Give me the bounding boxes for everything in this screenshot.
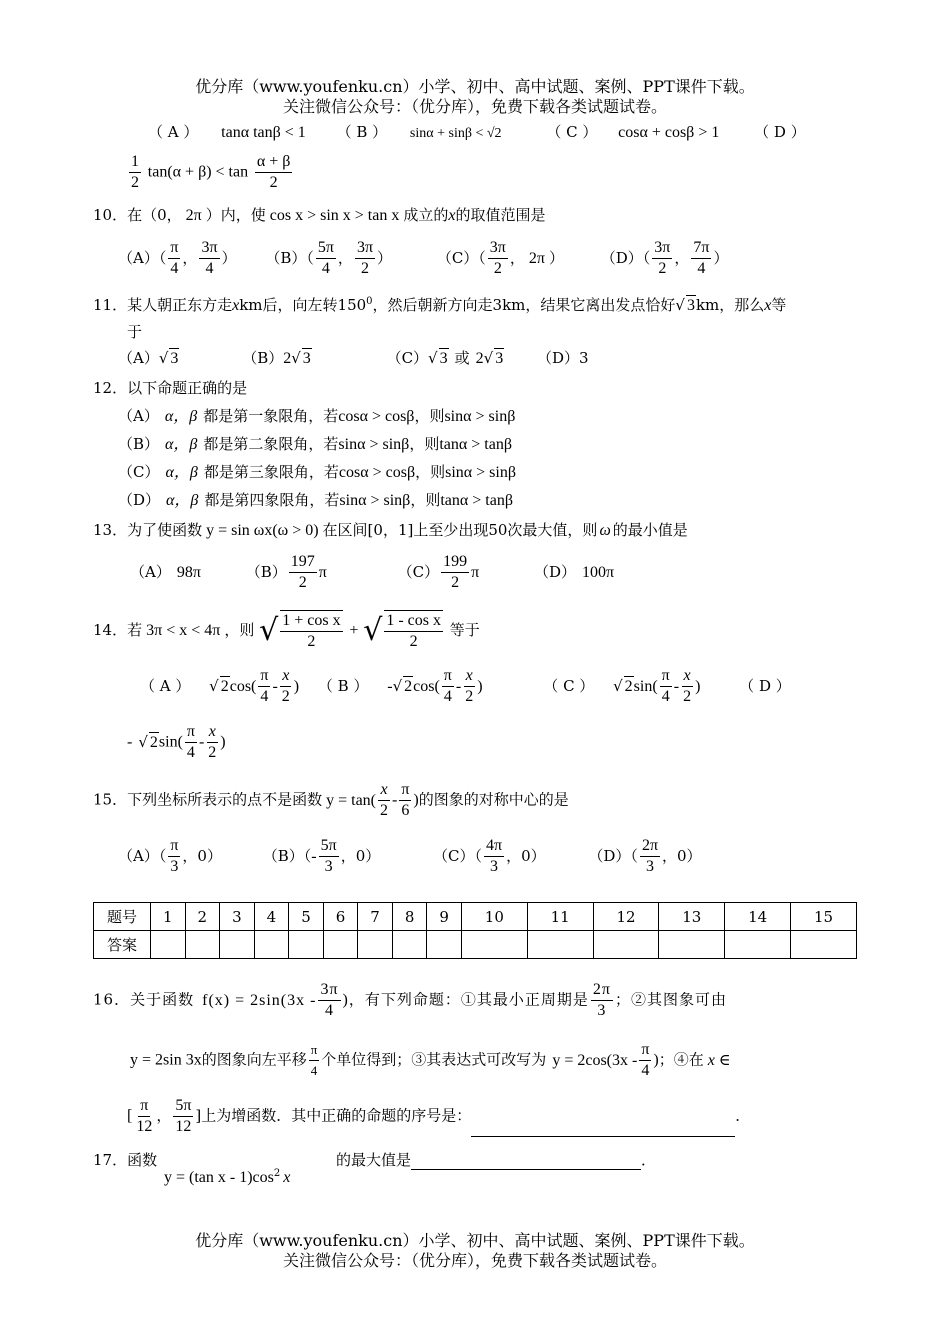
- q11-stem: 11．某人朝正东方走xkm后，向左转$150^0$，然后朝新方向走3km，结果它离出发点恰好√ 3km，那么x等: [93, 296, 787, 314]
- table-cell: 8: [392, 903, 427, 931]
- q15-options: [118, 836, 702, 877]
- table-cell: 15: [791, 903, 857, 931]
- answer-table: [93, 902, 857, 959]
- answer-cell[interactable]: [289, 931, 324, 959]
- q16-line-2: y = 2sin 3x的图象向左平移 $\frac{\pi}{4}$ 个单位得到；③其表达式可改写为 y = 2cos(3x - $\frac{\pi}{4}$ )；④在 x ∈: [130, 1041, 731, 1079]
- q9-d-frac: $\frac{\alpha + \beta}{2}$: [256, 153, 291, 191]
- table-cell: 11: [527, 903, 593, 931]
- q13-option-b: （B） $\frac{197}{2}$ π: [245, 553, 327, 591]
- q13-option-c: （C） $\frac{199}{2}$ π: [397, 553, 480, 591]
- table-cell: 14: [725, 903, 791, 931]
- q11-options: [118, 348, 589, 369]
- table-cell: 10: [461, 903, 527, 931]
- q17-stem-a: 17．函数: [93, 1151, 158, 1169]
- header-line-2: 关注微信公众号：（优分库），免费下载各类试题试卷。: [282, 97, 667, 116]
- header-line-1: 优分库（www.youfenku.cn）小学、初中、高中试题、案例、PPT课件下载。: [195, 77, 755, 96]
- table-row-head: 答案: [94, 931, 151, 959]
- table-cell: 2: [185, 903, 220, 931]
- q16-line-3: [ $\frac{\pi}{12}$ ， $\frac{5\pi}{12}$ ]上为增函数．其中正确的命题的序号是： ．: [127, 1097, 751, 1135]
- answer-cell[interactable]: [323, 931, 358, 959]
- answer-table-answer-row: [94, 931, 857, 959]
- answer-cell[interactable]: [254, 931, 289, 959]
- q10-option-a: （A）（ $\frac{\pi}{4}$ ， $\frac{3\pi}{4}$ ）: [118, 239, 237, 277]
- q17-stem-b: 的最大值是 ．: [336, 1151, 657, 1169]
- answer-cell[interactable]: [220, 931, 255, 959]
- q17-answer-blank[interactable]: [411, 1153, 641, 1170]
- q9-d-expr: [127, 152, 294, 193]
- q9-d-label: （ D ）: [754, 123, 806, 141]
- q13-option-a: （A） 98π: [130, 562, 201, 581]
- q14-option-b: （ B ） -√ 2cos( $\frac{\pi}{4}$ - $\frac{x}{2}$ ): [317, 667, 483, 705]
- q9-a-label: （ A ）: [148, 123, 199, 141]
- answer-cell[interactable]: [527, 931, 593, 959]
- q14-options: [140, 666, 791, 707]
- answer-cell[interactable]: [791, 931, 857, 959]
- answer-table-header-row: [94, 903, 857, 931]
- footer-line-1: 优分库（www.youfenku.cn）小学、初中、高中试题、案例、PPT课件下载。: [195, 1231, 755, 1250]
- q9-d-coef: $\frac{1}{2}$: [131, 153, 139, 191]
- table-cell: 1: [151, 903, 186, 931]
- q14-option-c: （ C ） √ 2sin( $\frac{\pi}{4}$ - $\frac{x}{2}$ ): [543, 667, 701, 705]
- q14-option-d-label: （ D ）: [739, 676, 791, 695]
- q10-option-b: （B）（ $\frac{5\pi}{4}$ ， $\frac{3\pi}{2}$ ）: [265, 239, 393, 277]
- q15-option-a: （A）（ $\frac{\pi}{3}$ ，0）: [118, 837, 222, 875]
- answer-cell[interactable]: [358, 931, 393, 959]
- q15-option-d: （D）（ $\frac{2\pi}{3}$ ，0）: [588, 837, 702, 875]
- q9-c-expr: cosα + cosβ > 1: [618, 124, 720, 141]
- q11-stem-cont: 于: [127, 323, 143, 341]
- q10-options: [118, 238, 728, 279]
- q12-stem: 12．以下命题正确的是: [93, 379, 248, 397]
- table-cell: 6: [323, 903, 358, 931]
- q10-stem: 10．在（0， 2π ）内，使 cos x > sin x > tan x 成立的x的取值范围是: [93, 206, 546, 224]
- q11-option-d: （D）3: [536, 349, 589, 367]
- answer-cell[interactable]: [185, 931, 220, 959]
- answer-cell[interactable]: [659, 931, 725, 959]
- q13-options: [130, 552, 614, 593]
- table-cell: 12: [593, 903, 659, 931]
- q15-option-c: （C）（ $\frac{4\pi}{3}$ ，0）: [433, 837, 546, 875]
- answer-cell[interactable]: [461, 931, 527, 959]
- q15-stem: 15．下列坐标所表示的点不是函数 y = tan( $\frac{x}{2}$ - $\frac{\pi}{6}$ )的图象的对称中心的是: [93, 781, 569, 819]
- q12-option-a: （A） α，β 都是第一象限角，若cosα > cosβ，则sinα > sinβ: [118, 407, 516, 425]
- q9-options-row: [148, 122, 806, 144]
- q9-d-expr-left: tan(α + β) < tan: [147, 163, 249, 181]
- answer-cell[interactable]: [151, 931, 186, 959]
- q12-option-d: （D） α，β 都是第四象限角，若sinα > sinβ，则tanα > tanβ: [118, 491, 513, 509]
- table-cell: 5: [289, 903, 324, 931]
- q13-option-d: （D） 100π: [533, 562, 615, 581]
- table-cell: 3: [220, 903, 255, 931]
- q16-answer-blank[interactable]: [471, 1120, 735, 1137]
- footer-line-2: 关注微信公众号：（优分库），免费下载各类试题试卷。: [282, 1251, 667, 1270]
- q10-option-c: （C）（ $\frac{3\pi}{2}$ ， 2π ）: [436, 239, 564, 277]
- table-cell: 4: [254, 903, 289, 931]
- answer-cell[interactable]: [725, 931, 791, 959]
- q15-option-b: （B）（- $\frac{5\pi}{3}$ ，0）: [262, 837, 381, 875]
- q16-line-1: 16．关于函数 f(x) = 2sin(3x - $\frac{3\pi}{4}$ )，有下列命题：①其最小正周期是 $\frac{2\pi}{3}$ ；②其图象可由: [93, 981, 727, 1019]
- q14-stem: 14．若 3π < x < 4π ，则 √ $\frac{\text{1 + cos x}}{2}$ + √ $\frac{\text{1 - cos x}}{2}$ 等于: [93, 612, 480, 650]
- q14-option-d: - √ 2sin( $\frac{\pi}{4}$ - $\frac{x}{2}$ ): [127, 723, 226, 761]
- q11-option-a: （A）√ 3: [118, 349, 179, 367]
- q10-option-d: （D）（ $\frac{3\pi}{2}$ ， $\frac{7\pi}{4}$ ）: [600, 239, 729, 277]
- q13-stem: 13．为了使函数 y = sin ωx(ω > 0) 在区间[0，1]上至少出现50次最大值，则 ω 的最小值是: [93, 521, 688, 539]
- q12-option-c: （C） α，β 都是第三象限角，若cosα > cosβ，则sinα > sinβ: [118, 463, 516, 481]
- table-cell: 7: [358, 903, 393, 931]
- table-cell: 9: [427, 903, 462, 931]
- q9-a-expr: tanα tanβ < 1: [221, 124, 306, 141]
- q11-option-b: （B）2√ 3: [242, 349, 311, 367]
- q9-c-label: （ C ）: [546, 123, 598, 141]
- answer-cell[interactable]: [593, 931, 659, 959]
- q14-option-a: （ A ） √ 2cos( $\frac{\pi}{4}$ - $\frac{x}{2}$ ): [140, 667, 300, 705]
- q9-b-expr: sinα + sinβ < √2: [409, 126, 502, 141]
- table-cell: 13: [659, 903, 725, 931]
- q9-b-label: （ B ）: [336, 123, 388, 141]
- table-row-head: 题号: [94, 903, 151, 931]
- q12-option-b: （B） α，β 都是第二象限角，若sinα > sinβ，则tanα > tanβ: [118, 435, 512, 453]
- answer-cell[interactable]: [427, 931, 462, 959]
- q17-func: y = (tan x - $1)\cos^2$ x: [164, 1168, 291, 1186]
- answer-cell[interactable]: [392, 931, 427, 959]
- q11-option-c: （C）√ 3 或 2√ 3: [386, 349, 504, 367]
